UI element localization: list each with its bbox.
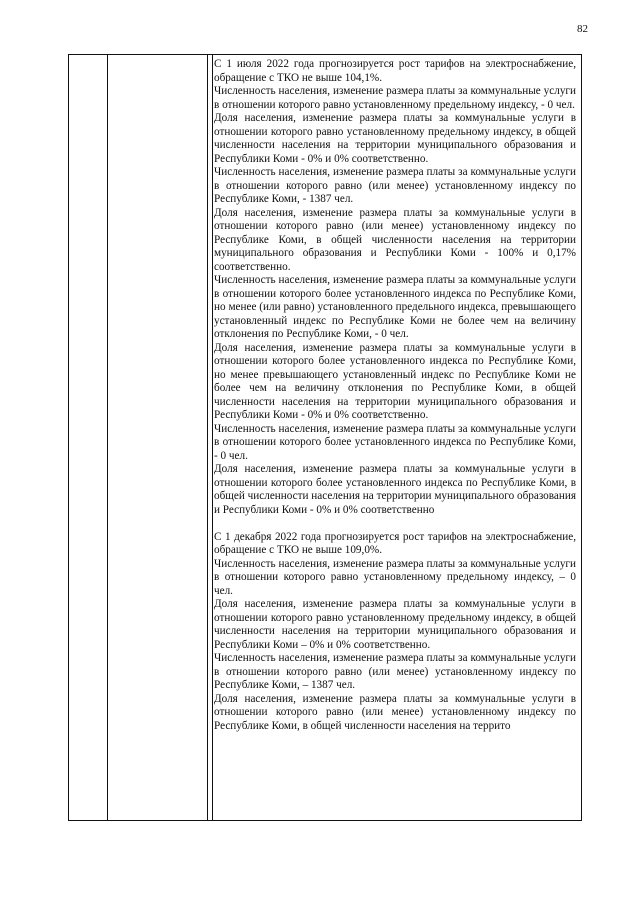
paragraph-december-intro: С 1 декабря 2022 года прогнозируется рост тарифов на электроснабжение, обращение с ТКО не выше 109,0%. xyxy=(214,530,576,556)
paragraph: Численность населения, изменение размера платы за коммунальные услуги в отношении которого более установленного индекса по Республике Коми, - 0 чел. xyxy=(214,422,576,462)
paragraph: Доля населения, изменение размера платы за коммунальные услуги в отношении которого более установленного индекса по Республике Коми, в общей численности населения на территории муниципального образования и Республики Коми - 0% и 0% соответственно xyxy=(214,463,576,516)
paragraph: Доля населения, изменение размера платы за коммунальные услуги в отношении которого равно установленному предельному индексу, в общей численности населения на территории муниципального образования и Республики Коми - 0% и 0% соответственно. xyxy=(214,112,576,165)
paragraph: Численность населения, изменение размера платы за коммунальные услуги в отношении которого более установленного индекса по Республике Коми, но менее (или равно) установленного предельного индекса, превышающего установленный индекс по Республике Коми не более чем на величину отклонения по Республике Коми, - 0 чел. xyxy=(214,274,576,340)
paragraph: Численность населения, изменение размера платы за коммунальные услуги в отношении которого равно установленному предельному индексу, – 0 чел. xyxy=(214,557,576,597)
table-column-divider-1 xyxy=(107,55,108,820)
paragraph: Доля населения, изменение размера платы за коммунальные услуги в отношении которого равно (или менее) установленному индексу по Республике Коми, в общей численности населения на территории муниципального образования и Республики Коми - 100% и 0,17% соответственно. xyxy=(214,206,576,273)
paragraph-july-intro: С 1 июля 2022 года прогнозируется рост тарифов на электроснабжение, обращение с ТКО не выше 104,1%. xyxy=(214,58,576,84)
paragraph: Численность населения, изменение размера платы за коммунальные услуги в отношении которого равно (или менее) установленному индексу по Республике Коми, - 1387 чел. xyxy=(214,166,576,205)
paragraph-spacer xyxy=(214,517,576,531)
paragraph: Численность населения, изменение размера платы за коммунальные услуги в отношении которого равно установленному предельному индексу, - 0 чел. xyxy=(214,85,576,111)
page-number: 82 xyxy=(577,23,588,35)
document-table xyxy=(68,54,582,821)
paragraph: Доля населения, изменение размера платы за коммунальные услуги в отношении которого более установленного индекса по Республике Коми, но менее превышающего установленный индекс по Республике Коми не более чем на величину отклонения по Республике Коми, в общей численности населения на территории муниципального образования и Республики Коми - 0% и 0% соответственно. xyxy=(214,341,576,421)
paragraph: Доля населения, изменение размера платы за коммунальные услуги в отношении которого равно (или менее) установленному индексу по Республике Коми, в общей численности населения на террито xyxy=(214,692,576,732)
paragraph: Численность населения, изменение размера платы за коммунальные услуги в отношении которого равно (или менее) установленному индексу по Республике Коми, – 1387 чел. xyxy=(214,652,576,691)
table-cell-text xyxy=(214,58,576,733)
table-column-divider-3 xyxy=(212,55,213,820)
paragraph: Доля населения, изменение размера платы за коммунальные услуги в отношении которого равно установленному предельному индексу, в общей численности населения на территории муниципального образования и Республики Коми – 0% и 0% соответственно. xyxy=(214,598,576,651)
table-column-divider-2 xyxy=(207,55,208,820)
